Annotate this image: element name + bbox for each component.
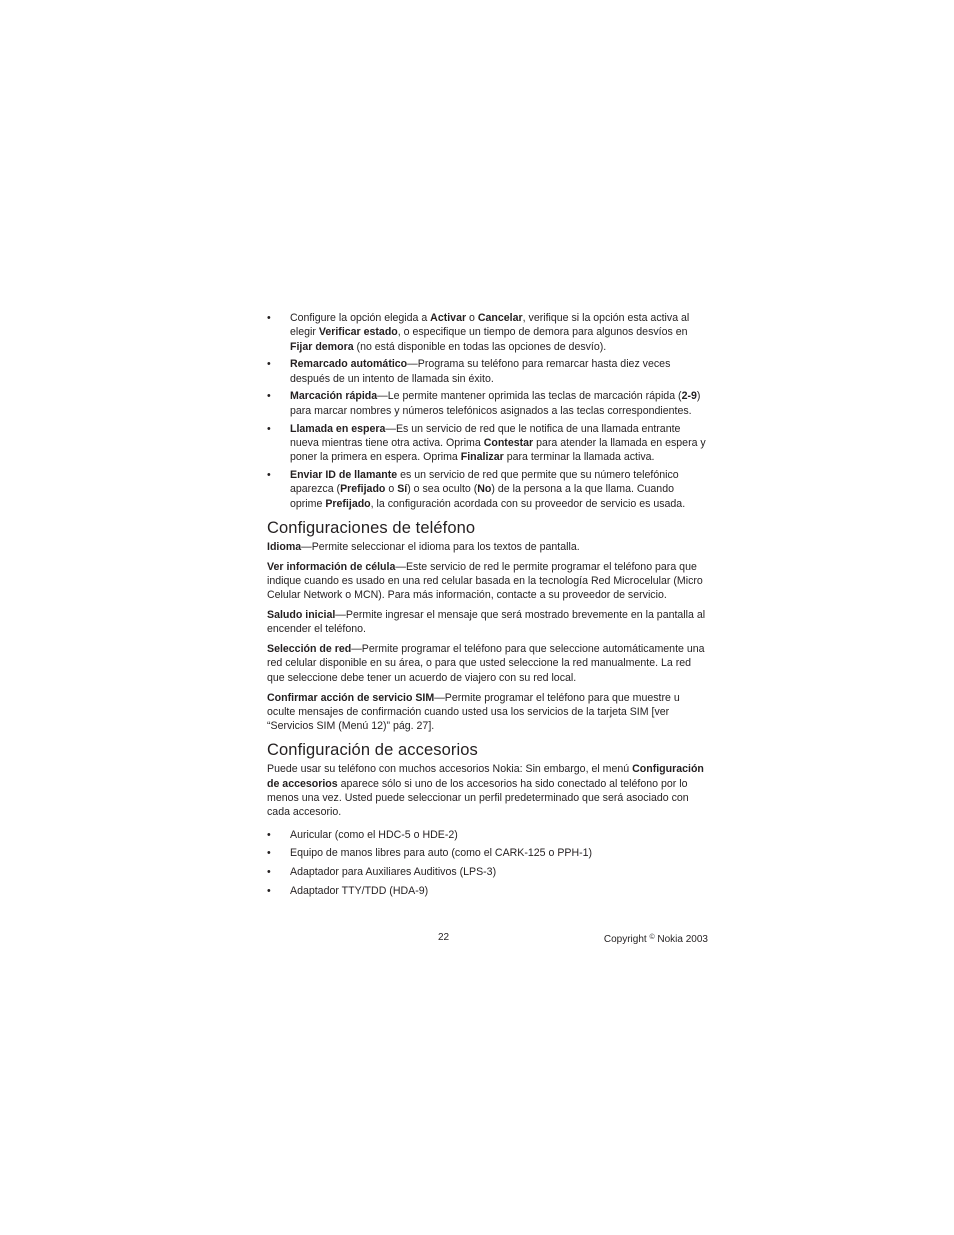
- bullet-icon: •: [267, 422, 271, 435]
- list-item: [267, 828, 708, 842]
- text-run: —Permite programar el teléfono para que seleccione automáticamente una red celular disponible en su área, o para que usted seleccione la red manualmente. La red que seleccione debe tener un acuerdo de viajero con su red local.: [267, 643, 705, 684]
- text-run: Puede usar su teléfono con muchos accesorios Nokia: Sin embargo, el menú: [267, 763, 633, 776]
- bold-term: Sí: [397, 483, 408, 496]
- bold-term: Contestar: [483, 436, 534, 449]
- list-item-text: [290, 469, 685, 510]
- text-run: , o especifique un tiempo de demora para algunos desvíos en: [397, 326, 688, 339]
- list-item: [267, 846, 708, 860]
- bold-term: Finalizar: [460, 451, 504, 464]
- bullet-icon: •: [267, 312, 271, 324]
- bullet-icon: •: [267, 358, 271, 371]
- copyright-symbol: ©: [649, 934, 655, 941]
- bold-term: Confirmar acción de servicio SIM: [267, 691, 435, 704]
- text-run: ) para marcar nombres y números telefónicos asignados a las teclas correspondientes.: [290, 390, 701, 417]
- setting-paragraph: [267, 691, 708, 734]
- bold-term: Verificar estado: [318, 326, 398, 339]
- list-item-text: Adaptador TTY/TDD (HDA-9): [290, 885, 429, 897]
- bullet-icon: •: [267, 866, 271, 879]
- bold-term: Ver información de célula: [267, 560, 396, 573]
- list-item: [267, 884, 708, 898]
- bold-term: Marcación rápida: [290, 390, 378, 403]
- list-item: [267, 389, 708, 418]
- bold-term: Cancelar: [477, 312, 523, 324]
- list-item: [267, 311, 708, 354]
- bold-term: Llamada en espera: [290, 422, 386, 435]
- text-run: (no está disponible en todas las opciones de desvío).: [353, 340, 607, 353]
- text-run: ) o sea oculto (: [407, 483, 478, 496]
- text-run: —Programa su teléfono para remarcar hasta diez veces después de un intento de llamada sin éxito.: [290, 358, 671, 385]
- bold-term: 2-9: [681, 390, 697, 403]
- text-run: —Permite programar el teléfono para que muestre u oculte mensajes de confirmación cuando usted usa los servicios de la tarjeta SIM [ver “Servicios SIM (Menú 12)” pág. 27].: [267, 691, 680, 733]
- bold-term: Selección de red: [267, 643, 352, 656]
- text-run: , verifique si la opción esta activa al elegir: [290, 312, 690, 339]
- text-run: —Permite seleccionar el idioma para los textos de pantalla.: [301, 540, 580, 553]
- text-run: Configure la opción elegida a: [290, 312, 431, 324]
- bullet-icon: •: [267, 885, 271, 897]
- accessory-bullet-list: [267, 828, 708, 899]
- text-run: o: [385, 483, 398, 496]
- text-run: —Permite ingresar el mensaje que será mostrado brevemente en la pantalla al encender el teléfono.: [267, 609, 706, 636]
- list-item-text: Equipo de manos libres para auto (como el CARK-125 o PPH-1): [290, 847, 593, 860]
- list-item-text: Adaptador para Auxiliares Auditivos (LPS-3): [290, 866, 497, 879]
- setting-paragraph: [267, 642, 708, 685]
- list-item-text: [290, 423, 706, 464]
- bold-term: Prefijado: [340, 483, 386, 496]
- text-run: ) de la persona a la que llama. Cuando oprime: [290, 483, 674, 510]
- bullet-icon: •: [267, 847, 271, 860]
- text-run: , la configuración acordada con su proveedor de servicio es usada.: [370, 497, 686, 510]
- text-run: para terminar la llamada activa.: [503, 451, 655, 464]
- text-run: —Le permite mantener oprimida las teclas de marcación rápida (: [377, 390, 682, 403]
- page-content: [267, 311, 708, 903]
- bold-term: Saludo inicial: [267, 609, 336, 622]
- list-item-text: [290, 358, 670, 384]
- list-item: [267, 468, 708, 511]
- bold-term: Activar: [430, 312, 467, 324]
- phone-settings-section: [267, 540, 708, 734]
- list-item: [267, 865, 708, 879]
- setting-paragraph: [267, 540, 708, 554]
- list-item-text: Auricular (como el HDC-5 o HDE-2): [290, 828, 458, 841]
- text-run: —Este servicio de red le permite programar el teléfono para que indique cuando es usado en una red celular basada en la tecnología Red Microcelular (Micro Celular Network o MCN). Para más información, contacte a su proveedor de servicio.: [267, 560, 703, 602]
- text-run: —Es un servicio de red que le notifica de una llamada entrante nueva mientras tiene otra activa. Oprima: [290, 422, 681, 449]
- page-footer: [267, 931, 708, 945]
- copyright-prefix: Copyright: [603, 934, 650, 945]
- copyright-notice: [604, 931, 708, 947]
- bold-term: Enviar ID de llamante: [290, 468, 398, 481]
- text-run: aparece sólo si uno de los accesorios ha sido conectado al teléfono por lo menos una vez. Usted puede seleccionar un perfil predeterminado que será asociado con cada accesorio.: [267, 777, 689, 819]
- bold-term: Idioma: [267, 540, 302, 553]
- list-item: [267, 422, 708, 465]
- bold-term: Configuración de accesorios: [267, 763, 704, 790]
- copyright-suffix: Nokia 2003: [654, 934, 708, 945]
- accessory-settings-intro: [267, 762, 708, 819]
- text-run: o: [466, 312, 478, 324]
- bold-term: Fijar demora: [290, 340, 354, 353]
- list-item-text: [290, 390, 700, 416]
- phone-settings-heading: Configuraciones de teléfono: [267, 518, 476, 537]
- bold-term: Prefijado: [325, 497, 371, 510]
- bold-term: Remarcado automático: [290, 358, 408, 371]
- text-run: es un servicio de red que permite que su número telefónico aparezca (: [290, 468, 679, 496]
- call-settings-bullet-list: [267, 311, 708, 511]
- list-item: [267, 357, 708, 386]
- setting-paragraph: [267, 560, 708, 603]
- text-run: para atender la llamada en espera y poner la primera en espera. Oprima: [290, 436, 706, 464]
- bold-term: No: [477, 483, 492, 496]
- bullet-icon: •: [267, 468, 271, 481]
- setting-paragraph: [267, 608, 708, 637]
- bullet-icon: •: [267, 390, 271, 403]
- list-item-text: [290, 312, 689, 353]
- page-number: 22: [438, 932, 450, 943]
- accessory-settings-heading: Configuración de accesorios: [267, 741, 478, 760]
- bullet-icon: •: [267, 828, 271, 841]
